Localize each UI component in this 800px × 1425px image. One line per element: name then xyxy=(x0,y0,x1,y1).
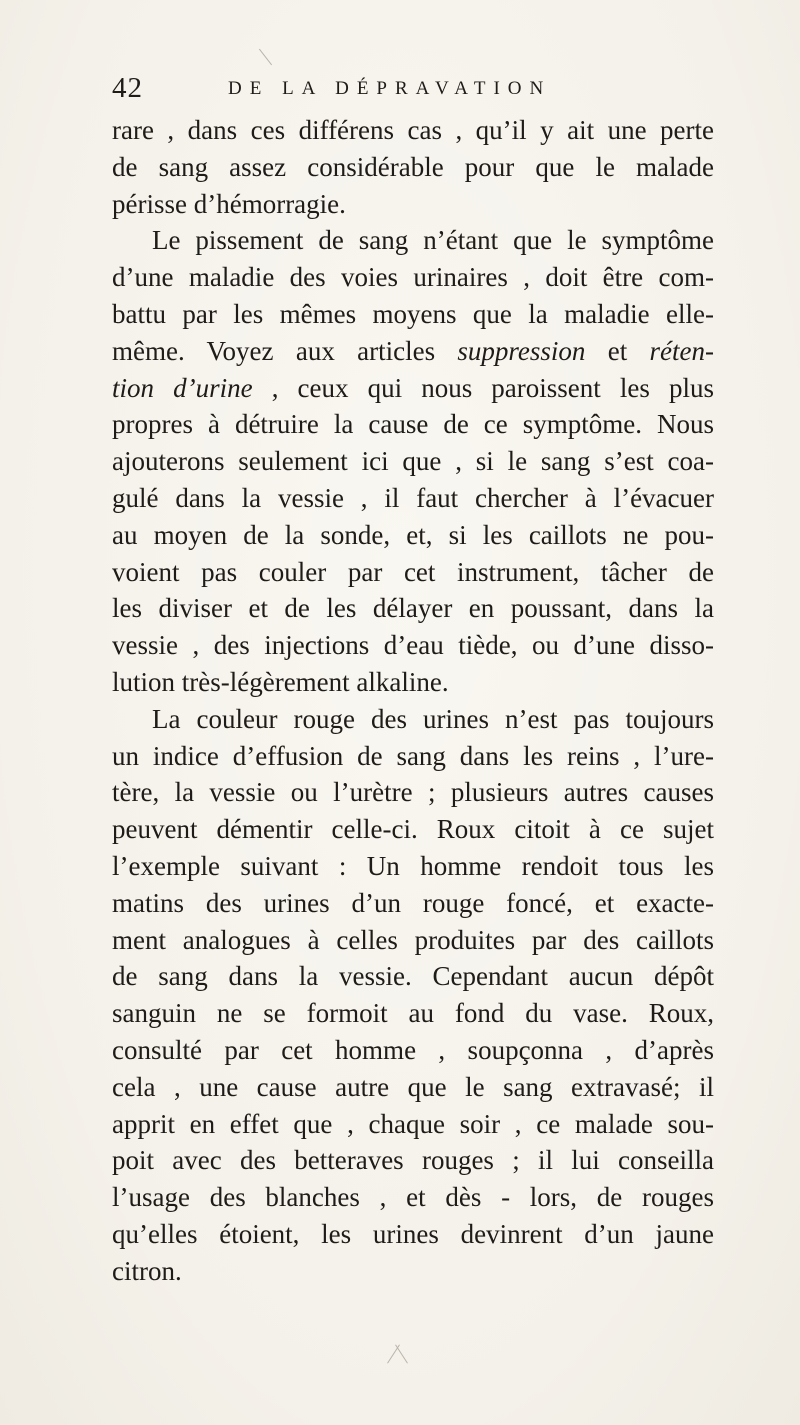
text-line xyxy=(112,1216,714,1253)
line-text: et xyxy=(607,335,628,366)
line-text: Le pissement de sang n’étant que le symptôme xyxy=(152,225,714,256)
text-line xyxy=(112,370,714,407)
line-text: propres à détruire la cause de ce symptôme. Nous xyxy=(112,409,714,440)
line-text: ajouterons seulement ici que , si le sang s’est coa- xyxy=(112,446,714,477)
line-text: apprit en effet que , chaque soir , ce malade sou- xyxy=(112,1108,714,1139)
text-line xyxy=(112,922,714,959)
text-line xyxy=(112,958,714,995)
line-text: lution très-légèrement alkaline. xyxy=(112,666,449,697)
line-text: consulté par cet homme , soupçonna , d’après xyxy=(112,1034,714,1065)
line-text: citron. xyxy=(112,1255,182,1286)
text-line xyxy=(112,112,714,149)
text-line xyxy=(112,774,714,811)
line-text: périsse d’hémorragie. xyxy=(112,188,346,219)
line-text: poit avec des betteraves rouges ; il lui conseilla xyxy=(112,1145,714,1176)
text-line xyxy=(112,259,714,296)
text-line xyxy=(112,1106,714,1143)
line-text: peuvent démentir celle-ci. Roux citoit à ce sujet xyxy=(112,814,714,845)
line-text: de sang dans la vessie. Cependant aucun dépôt xyxy=(112,961,714,992)
line-text: d’une maladie des voies urinaires , doit être com- xyxy=(112,262,714,293)
text-line xyxy=(112,186,714,223)
line-text: voient pas couler par cet instrument, tâcher de xyxy=(112,556,714,587)
paper-speck xyxy=(259,49,272,65)
text-line xyxy=(112,738,714,775)
line-text: La couleur rouge des urines n’est pas toujours xyxy=(152,703,714,734)
text-line xyxy=(112,848,714,885)
text-line xyxy=(112,443,714,480)
text-line xyxy=(112,701,714,738)
line-text: de sang assez considérable pour que le malade xyxy=(112,151,714,182)
line-text: l’exemple suivant : Un homme rendoit tous les xyxy=(112,850,714,881)
text-line xyxy=(112,554,714,591)
line-text: qu’elles étoient, les urines devinrent d’un jaune xyxy=(112,1218,714,1249)
line-text: cela , une cause autre que le sang extravasé; il xyxy=(112,1071,714,1102)
text-line xyxy=(112,517,714,554)
line-text: ment analogues à celles produites par des caillots xyxy=(112,924,714,955)
line-text: gulé dans la vessie , il faut chercher à l’évacuer xyxy=(112,482,714,513)
italic-term: réten- xyxy=(649,335,715,366)
running-title: DE LA DÉPRAVATION xyxy=(228,78,552,99)
line-text: les diviser et de les délayer en poussant, dans la xyxy=(112,593,714,624)
text-line xyxy=(112,296,714,333)
paper-speck xyxy=(395,1345,408,1364)
line-text: tion d’urine , ceux qui nous paroissent les plus xyxy=(112,372,714,403)
line-text: au moyen de la sonde, et, si les caillots ne pou- xyxy=(112,519,714,550)
text-line xyxy=(112,1253,714,1290)
text-line xyxy=(112,1069,714,1106)
text-line xyxy=(112,1179,714,1216)
text-line xyxy=(112,995,714,1032)
text-line xyxy=(112,885,714,922)
italic-term: suppression xyxy=(457,335,586,366)
line-text: sanguin ne se formoit au fond du vase. Roux, xyxy=(112,998,714,1029)
line-text: l’usage des blanches , et dès - lors, de rouges xyxy=(112,1182,714,1213)
text-line xyxy=(112,480,714,517)
text-line xyxy=(112,333,714,370)
body-text xyxy=(112,112,714,1290)
text-line xyxy=(112,1032,714,1069)
line-text: tère, la vessie ou l’urètre ; plusieurs autres causes xyxy=(112,777,714,808)
text-line xyxy=(112,406,714,443)
text-line xyxy=(112,664,714,701)
line-text: vessie , des injections d’eau tiède, ou d’une disso- xyxy=(112,630,714,661)
line-text: rare , dans ces différens cas , qu’il y ait une perte xyxy=(112,115,714,145)
text-line xyxy=(112,590,714,627)
line-text: battu par les mêmes moyens que la maladie elle- xyxy=(112,298,714,329)
text-line xyxy=(112,627,714,664)
page-number: 42 xyxy=(112,72,143,104)
text-line xyxy=(112,149,714,186)
line-text: un indice d’effusion de sang dans les reins , l’ure- xyxy=(112,740,714,771)
page-header xyxy=(112,72,712,108)
line-text: même. Voyez aux articles xyxy=(112,335,436,366)
text-line xyxy=(112,811,714,848)
line-text: matins des urines d’un rouge foncé, et exacte- xyxy=(112,887,714,918)
text-line xyxy=(112,222,714,259)
text-line xyxy=(112,1142,714,1179)
